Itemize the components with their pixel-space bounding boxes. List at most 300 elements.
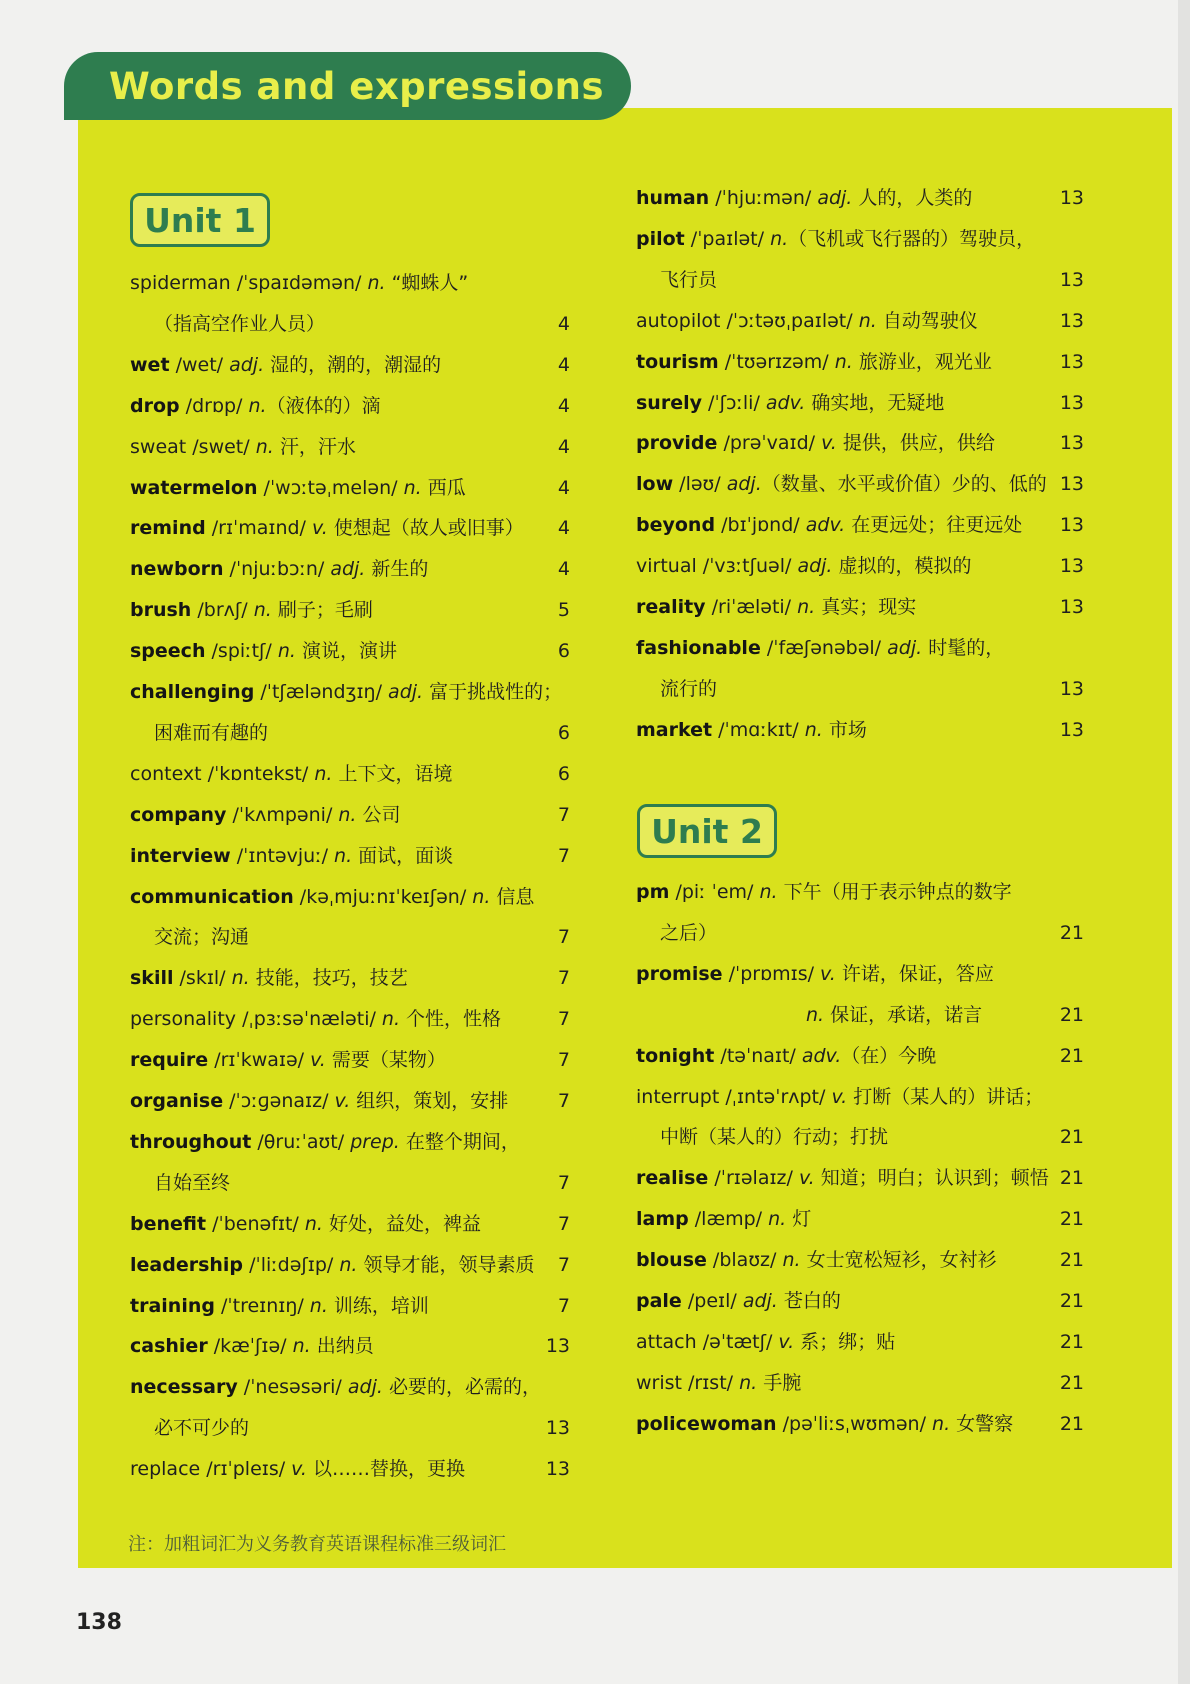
vocab-phonetic: /əˈtætʃ/ — [696, 1330, 779, 1353]
vocab-part-of-speech: n. — [304, 1212, 323, 1235]
vocab-word: beyond — [636, 514, 716, 537]
vocab-part-of-speech: n. — [739, 1371, 758, 1394]
vocab-definition: 女警察 — [950, 1412, 1014, 1435]
vocab-entry — [130, 473, 466, 503]
vocab-part-of-speech: adv. — [765, 391, 806, 414]
vocab-phonetic: /ˈfæʃənəbəl/ — [760, 636, 888, 659]
vocab-phonetic: /ˌpɜːsəˈnæləti/ — [236, 1008, 382, 1031]
vocab-entry — [636, 633, 1004, 663]
vocab-word: interrupt — [636, 1085, 720, 1108]
vocab-phonetic: /rɪst/ — [681, 1371, 740, 1394]
vocab-part-of-speech: adv. — [801, 1044, 842, 1067]
vocab-definition: 之后） — [660, 921, 718, 944]
vocab-definition: 交流；沟通 — [154, 926, 250, 949]
vocab-phonetic: /ˈnjuːbɔːn/ — [223, 558, 331, 581]
vocab-part-of-speech: n. — [804, 718, 823, 741]
vocab-entry — [636, 1245, 997, 1275]
vocab-word: surely — [636, 391, 702, 414]
vocab-page-number: 13 — [1059, 718, 1084, 741]
vocab-page-number: 13 — [1059, 473, 1084, 496]
vocab-definition: 使想起（故人或旧事） — [327, 517, 524, 540]
vocab-definition: 虚拟的，模拟的 — [832, 555, 972, 578]
vocab-phonetic: /ləʊ/ — [673, 473, 727, 496]
vocab-page-number: 21 — [1059, 1371, 1084, 1394]
vocab-part-of-speech: n. — [806, 1003, 825, 1026]
vocab-definition: 中断（某人的）行动；打扰 — [660, 1126, 889, 1149]
vocab-entry — [660, 1122, 888, 1152]
vocab-part-of-speech: n. — [858, 309, 877, 332]
vocab-phonetic: /skɪl/ — [173, 967, 232, 990]
vocab-part-of-speech: adj. — [797, 555, 833, 578]
vocab-entry — [130, 1291, 429, 1321]
vocab-entry — [660, 674, 717, 704]
vocab-definition: 出纳员 — [310, 1335, 374, 1358]
vocab-word: necessary — [130, 1376, 238, 1399]
vocab-phonetic: /piː ˈem/ — [669, 881, 760, 903]
vocab-phonetic: /drɒp/ — [179, 394, 249, 417]
vocab-part-of-speech: adj. — [726, 473, 762, 496]
vocab-part-of-speech: v. — [821, 432, 837, 455]
vocab-entry — [636, 1327, 895, 1357]
vocab-word: attach — [636, 1330, 697, 1353]
vocab-entry — [636, 428, 995, 458]
vocab-definition: 在更远处；往更远处 — [845, 514, 1023, 537]
vocab-definition: 自动驾驶仪 — [876, 309, 978, 332]
vocab-definition: 个性，性格 — [400, 1008, 502, 1031]
vocab-part-of-speech: v. — [820, 962, 836, 985]
unit-1-label-box — [130, 193, 270, 247]
vocab-word: pilot — [636, 227, 685, 250]
vocab-definition: 必要的，必需的， — [382, 1376, 541, 1399]
vocab-page-number: 4 — [557, 394, 570, 417]
vocab-phonetic: /ˈspaɪdəmən/ — [230, 272, 368, 294]
vocab-word: training — [130, 1294, 215, 1317]
vocab-word: sweat — [130, 435, 187, 458]
vocab-page-number: 13 — [1059, 350, 1084, 373]
vocab-phonetic: /ˈɔːɡənaɪz/ — [223, 1090, 335, 1112]
vocab-page-number: 7 — [557, 967, 570, 990]
vocab-definition: （数量、水平或价值）少的、低的 — [761, 473, 1047, 496]
vocab-part-of-speech: n. — [339, 1253, 358, 1276]
vocab-entry — [636, 551, 972, 581]
vocab-part-of-speech: adj. — [347, 1376, 383, 1399]
vocab-entry — [636, 1082, 1043, 1112]
vocab-definition: 上下文，语境 — [332, 762, 453, 785]
vocab-phonetic: /rɪˈmaɪnd/ — [205, 517, 312, 540]
vocab-page-number: 7 — [557, 1294, 570, 1317]
vocab-page-number: 7 — [557, 1008, 570, 1031]
vocab-entry — [130, 1086, 508, 1116]
vocab-word: personality — [130, 1008, 237, 1031]
vocab-page-number: 7 — [557, 1171, 570, 1194]
vocab-phonetic: /ˈʃɔːli/ — [702, 391, 766, 414]
vocab-page-number: 7 — [557, 1049, 570, 1072]
vocab-entry — [130, 268, 468, 298]
vocab-page-number: 13 — [1059, 596, 1084, 618]
vocab-word: interview — [130, 844, 231, 867]
vocab-definition: 旅游业，观光业 — [852, 350, 992, 373]
vocab-part-of-speech: n. — [932, 1412, 951, 1435]
vocab-part-of-speech: adj. — [742, 1290, 778, 1312]
vocab-definition: （在）今晚 — [841, 1044, 937, 1067]
vocab-phonetic: /θruːˈaʊt/ — [251, 1130, 351, 1153]
vocab-part-of-speech: v. — [334, 1090, 351, 1112]
vocab-part-of-speech: n. — [367, 272, 386, 294]
vocab-phonetic: /ˈliːdəʃɪp/ — [243, 1253, 340, 1276]
vocab-phonetic: /ˈpaɪlət/ — [684, 227, 771, 250]
vocab-definition: 演说，演讲 — [295, 640, 397, 663]
vocab-part-of-speech: n. — [231, 967, 250, 990]
vocab-entry — [636, 1041, 936, 1071]
vocab-word: challenging — [130, 681, 255, 703]
vocab-entry — [154, 1413, 249, 1443]
vocab-definition: 女士宽松短衫，女衬衫 — [800, 1249, 997, 1272]
vocab-word: company — [130, 803, 227, 826]
vocab-word: wrist — [636, 1371, 682, 1394]
vocab-word: pale — [636, 1290, 682, 1312]
vocab-definition: 汗，汗水 — [273, 435, 356, 458]
page-edge — [1178, 0, 1190, 1684]
vocab-page-number: 4 — [557, 558, 570, 581]
vocab-part-of-speech: v. — [310, 1049, 326, 1072]
vocab-part-of-speech: v. — [291, 1458, 307, 1481]
vocab-word: context — [130, 762, 202, 785]
vocab-entry — [130, 1331, 374, 1361]
vocab-word: leadership — [130, 1253, 244, 1276]
vocab-entry — [636, 183, 972, 213]
vocab-page-number: 4 — [557, 476, 570, 499]
vocab-phonetic: /rɪˈpleɪs/ — [200, 1458, 292, 1481]
vocab-page-number: 7 — [557, 803, 570, 826]
vocab-phonetic: /bɪˈjɒnd/ — [715, 514, 806, 537]
vocab-definition: （液体的）滴 — [266, 394, 381, 417]
vocab-word: tonight — [636, 1044, 715, 1067]
vocab-page-number: 6 — [557, 721, 570, 744]
vocab-phonetic: /ˈprɒmɪs/ — [722, 962, 821, 985]
vocab-phonetic: /ˈtʃæləndʒɪŋ/ — [254, 681, 389, 703]
vocab-entry — [130, 1454, 465, 1484]
vocab-word: remind — [130, 517, 206, 540]
vocab-entry — [636, 306, 978, 336]
vocab-phonetic: /ˈmɑːkɪt/ — [712, 718, 805, 741]
vocab-definition: “蜘蛛人” — [385, 272, 469, 294]
vocab-word: realise — [636, 1167, 709, 1190]
vocab-word: replace — [130, 1458, 201, 1481]
vocab-word: human — [636, 187, 710, 209]
vocab-phonetic: /ˈhjuːmən/ — [709, 187, 818, 209]
vocab-phonetic: /kəˌmjuːnɪˈkeɪʃən/ — [293, 885, 473, 908]
vocab-entry — [636, 592, 916, 622]
vocab-page-number: 21 — [1059, 1330, 1084, 1353]
vocab-part-of-speech: adj. — [887, 636, 923, 659]
vocab-part-of-speech: n. — [834, 350, 853, 373]
vocab-phonetic: /peɪl/ — [681, 1290, 743, 1312]
vocab-page-number: 13 — [1059, 268, 1084, 291]
vocab-phonetic: /ˈwɔːtəˌmelən/ — [257, 476, 404, 499]
vocab-word: virtual — [636, 555, 697, 578]
vocab-word: throughout — [130, 1130, 252, 1153]
vocab-part-of-speech: v. — [831, 1085, 848, 1108]
vocab-definition: 以……替换，更换 — [306, 1458, 465, 1481]
vocab-entry — [636, 877, 1012, 907]
vocab-entry — [130, 800, 401, 830]
page-title: Words and expressions — [109, 64, 605, 108]
vocab-phonetic: /prəˈvaɪd/ — [717, 432, 822, 455]
vocab-entry — [130, 1004, 501, 1034]
vocab-entry — [130, 882, 534, 912]
vocab-part-of-speech: n. — [255, 435, 274, 458]
vocab-entry — [130, 1250, 535, 1280]
vocab-page-number: 13 — [1059, 555, 1084, 578]
vocab-part-of-speech: n. — [770, 227, 789, 250]
vocab-entry — [130, 554, 428, 584]
vocab-page-number: 4 — [557, 353, 570, 376]
vocab-part-of-speech: n. — [759, 881, 778, 903]
vocab-definition: 富于挑战性的； — [423, 681, 563, 703]
vocab-entry — [130, 432, 356, 462]
vocab-page-number: 5 — [557, 599, 570, 622]
vocab-part-of-speech: n. — [253, 599, 272, 622]
vocab-word: blouse — [636, 1249, 707, 1272]
vocab-definition: 灯 — [786, 1208, 812, 1231]
vocab-entry — [130, 841, 453, 871]
vocab-phonetic: /ˈvɜːtʃuəl/ — [696, 555, 798, 578]
vocab-definition: 组织，策划，安排 — [350, 1090, 509, 1112]
vocab-page-number: 21 — [1059, 1249, 1084, 1272]
vocab-entry — [130, 963, 408, 993]
vocab-entry — [636, 1204, 811, 1234]
vocab-word: reality — [636, 596, 706, 618]
vocab-word: low — [636, 473, 674, 496]
vocab-word: lamp — [636, 1208, 689, 1231]
vocab-part-of-speech: n. — [338, 803, 357, 826]
vocab-page-number: 6 — [557, 762, 570, 785]
vocab-word: watermelon — [130, 476, 258, 499]
vocab-word: drop — [130, 394, 180, 417]
vocab-entry — [130, 350, 441, 380]
vocab-word: autopilot — [636, 309, 721, 332]
vocab-phonetic: /blaʊz/ — [706, 1249, 783, 1272]
vocab-part-of-speech: n. — [292, 1335, 311, 1358]
vocab-definition: 在整个期间， — [399, 1130, 520, 1153]
vocab-entry — [154, 1168, 230, 1198]
vocab-definition: 确实地，无疑地 — [805, 391, 945, 414]
vocab-definition: 公司 — [356, 803, 401, 826]
unit-2-label: Unit 2 — [651, 811, 763, 851]
vocab-entry — [636, 1286, 841, 1316]
vocab-part-of-speech: prep. — [350, 1130, 400, 1153]
vocab-phonetic: /ˈbenəfɪt/ — [206, 1212, 305, 1235]
vocab-entry — [130, 391, 381, 421]
vocab-part-of-speech: n. — [381, 1008, 401, 1031]
vocab-part-of-speech: v. — [798, 1167, 815, 1190]
vocab-entry — [130, 1209, 481, 1239]
vocab-word: benefit — [130, 1212, 207, 1235]
vocab-definition: 市场 — [822, 718, 867, 741]
vocab-part-of-speech: adj. — [229, 353, 265, 376]
vocab-phonetic: /brʌʃ/ — [191, 599, 254, 622]
vocab-entry — [636, 510, 1022, 540]
vocab-page-number: 7 — [557, 1090, 570, 1112]
vocab-entry — [130, 513, 524, 543]
vocab-definition: 自始至终 — [154, 1171, 231, 1194]
vocab-word: policewoman — [636, 1412, 777, 1435]
vocab-definition: 时髦的， — [922, 636, 1005, 659]
vocab-phonetic: /pəˈliːsˌwʊmən/ — [776, 1412, 933, 1435]
vocab-entry — [130, 1045, 446, 1075]
vocab-phonetic: /təˈnaɪt/ — [714, 1044, 802, 1067]
vocab-part-of-speech: n. — [797, 596, 816, 618]
vocab-definition: 必不可少的 — [154, 1417, 250, 1440]
vocab-phonetic: /læmp/ — [688, 1208, 769, 1231]
vocab-page-number: 21 — [1059, 1412, 1084, 1435]
vocab-phonetic: /riˈæləti/ — [705, 596, 798, 618]
vocab-page-number: 13 — [1059, 514, 1084, 537]
unit-2-label-box — [637, 804, 777, 858]
vocab-entry — [660, 918, 717, 948]
vocab-word: fashionable — [636, 636, 761, 659]
vocab-part-of-speech: adj. — [330, 558, 366, 581]
vocab-page-number: 21 — [1059, 1003, 1084, 1026]
vocab-definition: 下午（用于表示钟点的数字 — [777, 881, 1012, 903]
vocab-definition: 训练，培训 — [327, 1294, 429, 1317]
vocab-word: organise — [130, 1090, 224, 1112]
vocab-entry — [130, 595, 373, 625]
vocab-page-number: 13 — [1059, 309, 1084, 332]
vocab-entry — [636, 347, 992, 377]
vocab-definition: （指高空作业人员） — [154, 312, 326, 335]
vocab-part-of-speech: adj. — [817, 187, 853, 209]
vocab-definition: 飞行员 — [660, 268, 718, 291]
vocab-definition: 西瓜 — [421, 476, 466, 499]
vocab-page-number: 4 — [557, 435, 570, 458]
vocab-page-number: 13 — [1059, 391, 1084, 414]
vocab-definition: 手腕 — [757, 1371, 802, 1394]
vocab-entry — [636, 1409, 1013, 1439]
vocab-definition: 打断（某人的）讲话； — [847, 1085, 1044, 1108]
vocab-phonetic: /ˈtreɪnɪŋ/ — [214, 1294, 310, 1317]
vocab-phonetic: /ˈɪntəvjuː/ — [230, 844, 335, 867]
vocab-entry — [154, 309, 325, 339]
vocab-entry — [154, 718, 268, 748]
vocab-phonetic: /ˈɔːtəʊˌpaɪlət/ — [720, 309, 859, 332]
vocab-word: communication — [130, 885, 294, 908]
vocab-page-number: 7 — [557, 926, 570, 949]
vocab-entry — [636, 224, 1035, 254]
vocab-word: market — [636, 718, 713, 741]
vocab-page-number: 21 — [1059, 1208, 1084, 1231]
vocab-definition: 湿的，潮的，潮湿的 — [264, 353, 442, 376]
vocab-page-number: 21 — [1059, 1044, 1084, 1067]
vocab-entry — [660, 265, 717, 295]
vocab-definition: 技能，技巧，技艺 — [249, 967, 408, 990]
vocab-word: tourism — [636, 350, 719, 373]
vocab-phonetic: /rɪˈkwaɪə/ — [208, 1049, 311, 1072]
vocab-word: pm — [636, 881, 670, 903]
vocab-definition: （飞机或飞行器的）驾驶员， — [788, 227, 1036, 250]
vocab-definition: 新生的 — [365, 558, 429, 581]
vocab-entry — [130, 677, 562, 707]
vocab-phonetic: /wet/ — [169, 353, 230, 376]
page-number: 138 — [76, 1610, 122, 1635]
vocab-part-of-speech: n. — [782, 1249, 801, 1272]
vocab-part-of-speech: adj. — [388, 681, 424, 703]
vocab-page-number: 13 — [545, 1417, 570, 1440]
vocab-word: wet — [130, 353, 170, 376]
vocab-phonetic: /spiːtʃ/ — [205, 640, 278, 663]
vocab-phonetic: /ˈnesəsəri/ — [237, 1376, 348, 1399]
vocab-definition: 人的，人类的 — [852, 187, 973, 209]
vocab-definition: 提供，供应，供给 — [836, 432, 995, 455]
vocab-page-number: 6 — [557, 640, 570, 663]
vocab-page-number: 7 — [557, 1253, 570, 1276]
vocab-page-number: 7 — [557, 1212, 570, 1235]
vocab-part-of-speech: n. — [334, 844, 353, 867]
vocab-entry — [636, 469, 1047, 499]
unit-1-label: Unit 1 — [144, 200, 256, 240]
vocab-phonetic: /ˈrɪəlaɪz/ — [708, 1167, 799, 1190]
vocab-definition: 知道；明白；认识到；顿悟 — [814, 1167, 1049, 1190]
vocab-definition: 许诺，保证，答应 — [835, 962, 994, 985]
vocab-part-of-speech: v. — [312, 517, 328, 540]
vocab-entry — [636, 1163, 1049, 1193]
vocab-part-of-speech: n. — [403, 476, 422, 499]
title-banner — [64, 52, 631, 120]
vocab-part-of-speech: v. — [778, 1330, 795, 1353]
vocab-part-of-speech: n. — [309, 1294, 328, 1317]
vocab-word: spiderman — [130, 272, 231, 294]
vocab-word: promise — [636, 962, 723, 985]
vocab-word: brush — [130, 599, 192, 622]
vocab-phonetic: /ˈtʊərɪzəm/ — [718, 350, 835, 373]
vocab-definition: 保证，承诺，诺言 — [824, 1003, 983, 1026]
vocab-entry — [636, 388, 944, 418]
vocab-phonetic: /ˌɪntəˈrʌpt/ — [719, 1085, 832, 1108]
vocab-definition: 真实；现实 — [815, 596, 917, 618]
vocab-page-number: 21 — [1059, 1126, 1084, 1149]
vocab-word: speech — [130, 640, 206, 663]
vocab-phonetic: /swet/ — [186, 435, 256, 458]
vocab-part-of-speech: n. — [314, 762, 333, 785]
vocab-definition: 系；绑；贴 — [794, 1330, 896, 1353]
vocab-entry — [130, 1372, 541, 1402]
vocab-page-number: 13 — [545, 1335, 570, 1358]
vocab-page-number: 4 — [557, 517, 570, 540]
vocab-definition: 需要（某物） — [325, 1049, 446, 1072]
vocab-definition: 刷子；毛刷 — [271, 599, 373, 622]
vocab-word: skill — [130, 967, 174, 990]
vocab-page-number: 21 — [1059, 921, 1084, 944]
vocab-page-number: 13 — [545, 1458, 570, 1481]
vocab-part-of-speech: adv. — [805, 514, 846, 537]
vocab-definition: 苍白的 — [777, 1290, 841, 1312]
vocab-definition: 领导才能，领导素质 — [357, 1253, 535, 1276]
vocab-entry — [636, 959, 994, 989]
vocab-definition: 困难而有趣的 — [154, 721, 269, 744]
vocab-part-of-speech: n. — [277, 640, 296, 663]
vocab-page-number: 4 — [557, 312, 570, 335]
vocab-page-number: 21 — [1059, 1290, 1084, 1312]
vocab-word: cashier — [130, 1335, 208, 1358]
vocab-entry — [130, 759, 452, 789]
vocab-word: require — [130, 1049, 209, 1072]
vocab-definition: 信息 — [490, 885, 535, 908]
vocab-word: newborn — [130, 558, 224, 581]
vocab-phonetic: /ˈkʌmpəni/ — [226, 803, 339, 826]
vocab-part-of-speech: n. — [472, 885, 491, 908]
vocab-page-number: 13 — [1059, 677, 1084, 700]
vocab-definition: 面试，面谈 — [352, 844, 454, 867]
